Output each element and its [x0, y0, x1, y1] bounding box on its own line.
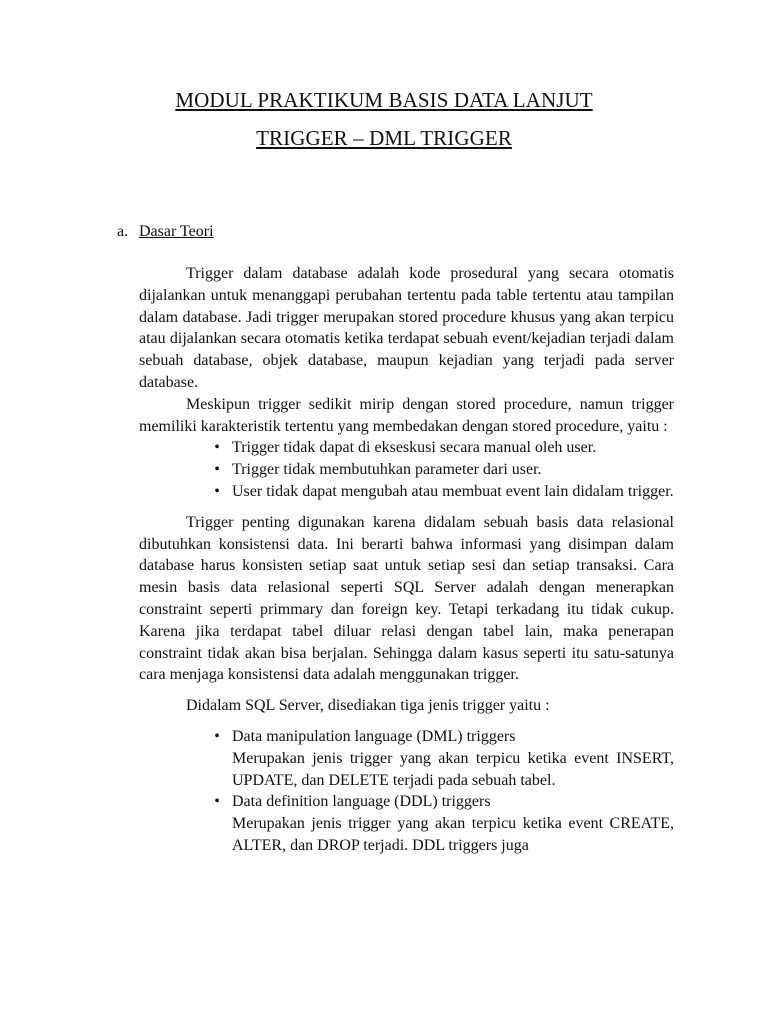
document-title: MODUL PRAKTIKUM BASIS DATA LANJUT [175, 88, 593, 112]
section-title: Dasar Teori [139, 223, 214, 240]
paragraph-2: Meskipun trigger sedikit mirip dengan stored procedure, namun trigger memiliki karakteristik tertentu yang membedakan dengan stored procedure, yaitu : [139, 395, 674, 435]
trigger-type-name: Data manipulation language (DML) triggers [232, 727, 516, 745]
list-item [139, 726, 674, 791]
list-item [139, 791, 674, 856]
paragraph-1: Trigger dalam database adalah kode prosedural yang secara otomatis dijalankan untuk menanggapi perubahan tertentu pada table tertentu atau tampilan dalam database. Jadi trigger merupakan stored procedure khusus yang akan terpicu atau dijalankan secara otomatis ketika terdapat sebuah event/kejadian terjadi dalam sebuah database, objek database, maupun kejadian yang terjadi pada server database. [139, 265, 674, 391]
paragraph-4: Didalam SQL Server, disediakan tiga jenis trigger yaitu : [186, 697, 550, 715]
bullet-icon: • [214, 461, 220, 479]
list-item [139, 437, 674, 459]
section-letter: a. [117, 223, 129, 240]
list-item-text: User tidak dapat mengubah atau membuat event lain didalam trigger. [232, 482, 674, 500]
bullet-icon: • [214, 439, 220, 457]
paragraph-3: Trigger penting digunakan karena didalam sebuah basis data relasional dibutuhkan konsistensi data. Ini berarti bahwa informasi yang disimpan dalam database harus konsisten setiap saat untuk setiap sesi dan setiap transaksi. Cara mesin basis data relasional seperti SQL Server adalah dengan menerapkan constraint seperti primmary dan foreign key. Tetapi terkadang itu tidak cukup. Karena jika terdapat tabel diluar relasi dengan tabel lain, maka penerapan constraint tidak akan bisa berjalan. Sehingga dalam kasus seperti itu satu-satunya cara menjaga konsistensi data adalah menggunakan trigger. [139, 513, 674, 684]
trigger-type-description: Merupakan jenis trigger yang akan terpicu ketika event INSERT, UPDATE, dan DELETE terjadi pada sebuah tabel. [232, 749, 674, 789]
document-subtitle: TRIGGER – DML TRIGGER [256, 126, 512, 150]
list-item [139, 481, 674, 503]
trigger-type-name: Data definition language (DDL) triggers [232, 793, 491, 811]
trigger-type-description: Merupakan jenis trigger yang akan terpicu ketika event CREATE, ALTER, dan DROP terjadi. DDL triggers juga [232, 815, 674, 854]
list-item-text: Trigger tidak membutuhkan parameter dari user. [232, 461, 542, 479]
list-item-text: Trigger tidak dapat di ekseskusi secara manual oleh user. [232, 439, 597, 457]
trigger-types-list [139, 726, 674, 857]
section-heading [117, 223, 214, 241]
list-item [139, 459, 674, 481]
bullet-icon: • [214, 727, 220, 745]
characteristics-list [139, 437, 674, 502]
bullet-icon: • [214, 793, 220, 811]
bullet-icon: • [214, 482, 220, 500]
body-text [139, 263, 674, 857]
